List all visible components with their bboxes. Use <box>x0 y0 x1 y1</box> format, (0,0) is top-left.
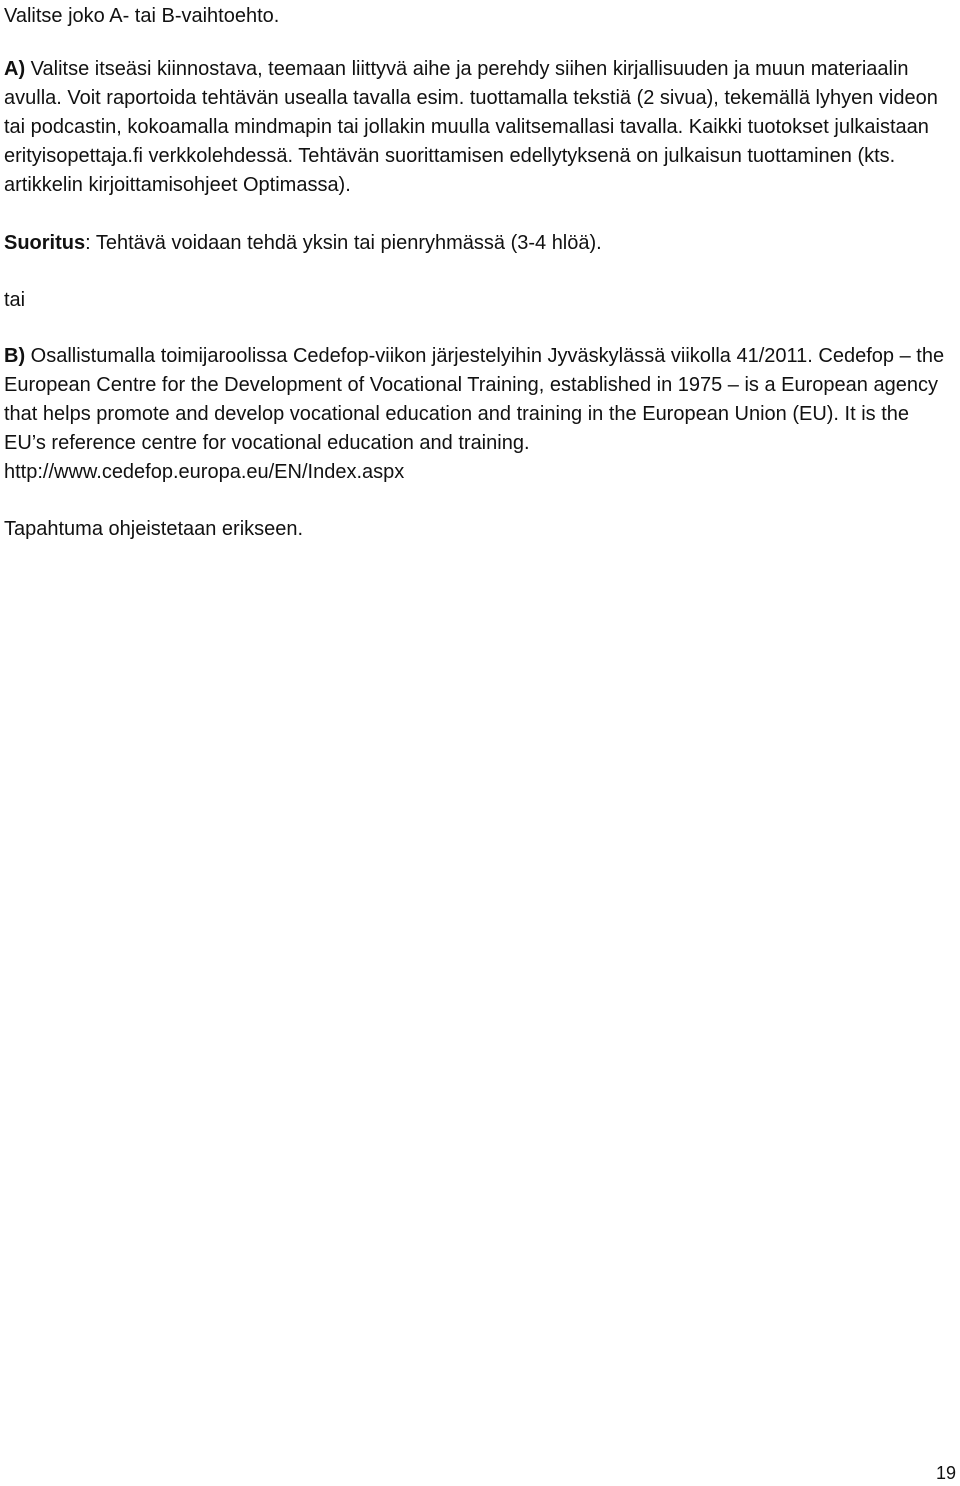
separator-text: tai <box>4 289 26 311</box>
suoritus-label: Suoritus <box>4 232 86 254</box>
suoritus-paragraph <box>4 229 602 258</box>
option-a-label: A) <box>4 58 26 80</box>
event-note: Tapahtuma ohjeistetaan erikseen. <box>4 518 304 540</box>
intro-text: Valitse joko A- tai B-vaihtoehto. <box>4 5 280 27</box>
option-b-text: Osallistumalla toimijaroolissa Cedefop-viikon järjestelyihin Jyväskylässä viikolla 41/2011. Cedefop – the European Centre for the Development of Vocational Training, established in 1975 – is a European agency that helps promote and develop vocational education and training in the European Union (EU). It is the EU’s reference centre for vocational education and training. <box>4 345 945 454</box>
option-b-paragraph <box>4 342 954 458</box>
page-number: 19 <box>935 1463 956 1483</box>
option-a-text: Valitse itseäsi kiinnostava, teemaan liittyvä aihe ja perehdy siihen kirjallisuuden ja muun materiaalin avulla. Voit raportoida tehtävän usealla tavalla esim. tuottamalla tekstiä (2 sivua), tekemällä lyhyen videon tai podcastin, kokoamalla mindmapin tai jollakin muulla valitsemallasi tavalla. Kaikki tuotokset julkaistaan erityisopettaja.fi verkkolehdessä. Tehtävän suorittamisen edellytyksenä on julkaisun tuottaminen (kts. artikkelin kirjoittamisohjeet Optimassa). <box>4 58 938 196</box>
cedefop-url: http://www.cedefop.europa.eu/EN/Index.aspx <box>4 461 405 483</box>
option-b-label: B) <box>4 345 26 367</box>
option-a-paragraph <box>4 55 954 200</box>
suoritus-text: : Tehtävä voidaan tehdä yksin tai pienryhmässä (3-4 hlöä). <box>85 232 602 254</box>
